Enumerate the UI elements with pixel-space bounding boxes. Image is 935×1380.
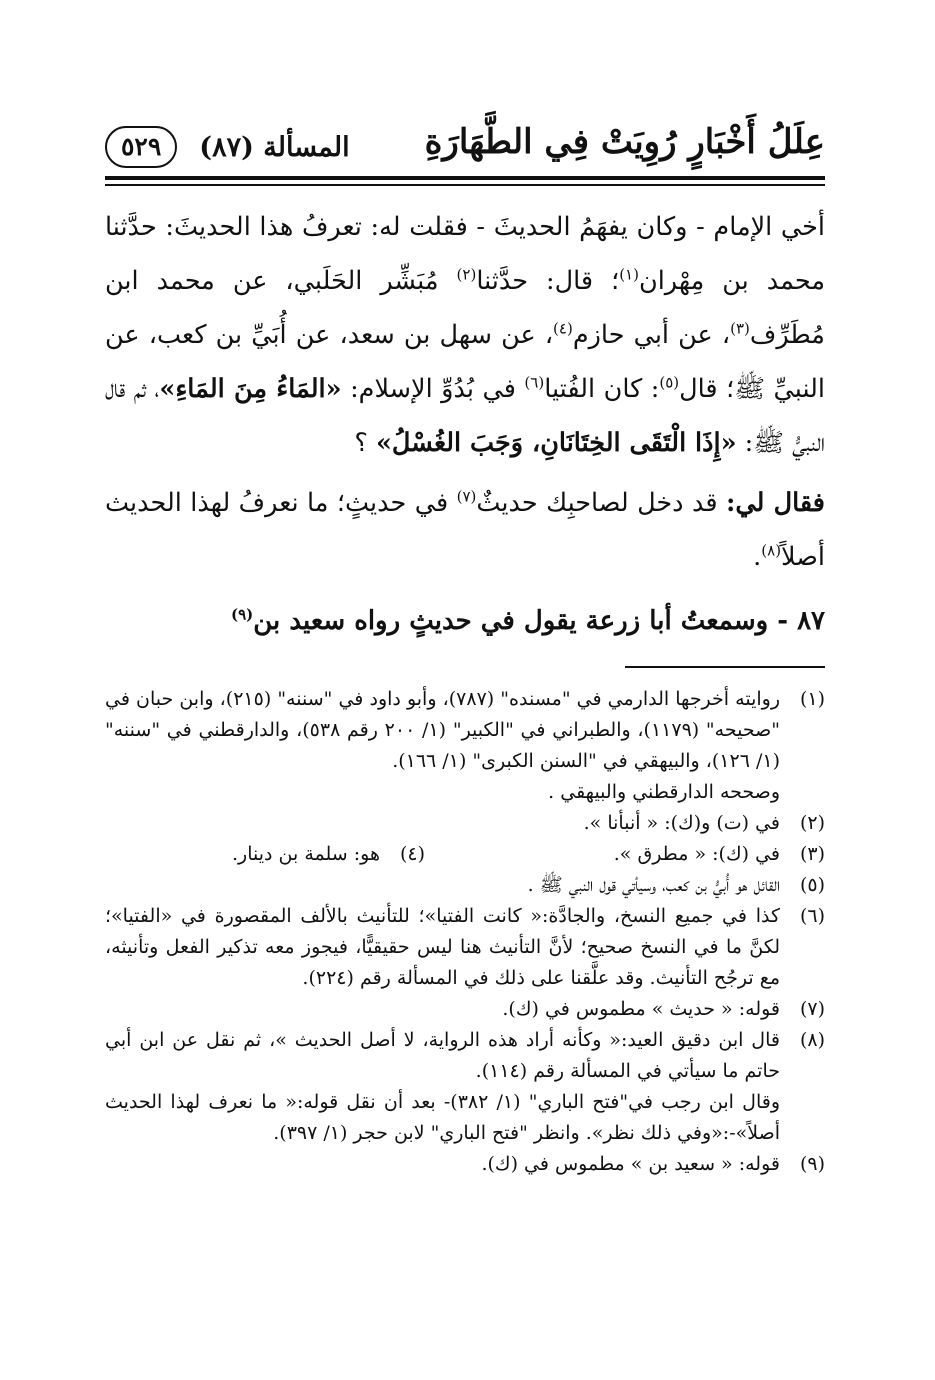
footnote-number: (٥) [799, 874, 825, 896]
paragraph-issue-87 [105, 594, 825, 648]
text-run: : كان الفُتيا [544, 374, 660, 404]
footnote-ref: (١) [619, 265, 639, 284]
footnote-text: كذا في جميع النسخ، والجادَّة:« كانت الفتيا»؛ للتأنيث بالألف المقصورة في «الفتيا»؛ لكنَّ ما في النسخ صحيح؛ لأنَّ التأنيث هنا ليس حقيقيًّا، فيجوز معه تذكير الفعل وتأنيثه، مع ترجُح التأنيث. وقد علَّقنا على ذلك في المسألة رقم (٢٢٤). [105, 905, 780, 989]
footnote-ref: (٧) [456, 487, 477, 506]
footnote-8 [105, 1025, 825, 1087]
footnote-5 [105, 870, 825, 901]
issue-heading-text: ٨٧ - وسمعتُ أبا زرعة يقول في حديثٍ رواه سعيد بن [253, 606, 825, 636]
footnote-3 [425, 839, 825, 870]
footnote-ref: (٦) [524, 373, 545, 392]
footnote-text: روايته أخرجها الدارمي في "مسنده" (٧٨٧)، وأبو داود في "سننه" (٢١٥)، وابن حبان في "صحيحه" (١١٧٩)، والطبراني في "الكبير" (١/ ٢٠٠ رقم ٥٣٨)، والدارقطني في "سننه" (١/ ١٢٦)، والبيهقي في "السنن الكبرى" (١/ ١٦٦). [105, 688, 780, 772]
footnote-text: قوله: « سعيد بن » مطموس في (ك). [481, 1153, 780, 1175]
hadith-quote: «إِذَا الْتَقَى الخِتَانَانِ، وَجَبَ الغُسْلُ» [375, 428, 737, 458]
footnote-number: (٩) [799, 1153, 825, 1175]
footnote-row-3-4 [105, 839, 825, 870]
text-run: ؛ قال: حدَّثنا [476, 266, 620, 296]
text-run: ، ثم قال النبيُّ ﷺ: [105, 374, 825, 458]
footnote-ref: (٩) [230, 605, 254, 624]
footnote-7 [105, 994, 825, 1025]
paragraph-hadith [105, 200, 825, 470]
footnote-number: (٧) [799, 998, 825, 1020]
footnote-continuation: وصححه الدارقطني والبيهقي . [548, 781, 780, 803]
footnote-text: في (ت) و(ك): « أنبأنا ». [583, 812, 780, 834]
main-text [105, 200, 825, 648]
header-rule-thick [105, 176, 825, 180]
text-run: في حديثٍ؛ ما نعرفُ لهذا الحديث أصلاً [105, 488, 825, 572]
footnote-9 [105, 1149, 825, 1180]
header-left-group [105, 126, 350, 168]
text-run: مُبَشِّر الحَلَبي، عن محمد ابن مُطَرِّف [105, 266, 825, 350]
text-run: ؟ [354, 428, 376, 458]
page-number-badge: ٥٢٩ [105, 126, 177, 168]
footnotes [105, 684, 825, 1180]
footnote-ref: (٨) [761, 541, 782, 560]
reply-lead: فقال لي: [725, 488, 825, 518]
header-rule-thin [105, 184, 825, 186]
footnote-ref: (٤) [553, 319, 573, 338]
footnote-text: القائل هو أُبيُّ بن كعب، وسيأتي قول النبي ﷺ . [527, 874, 780, 896]
text-run: . [753, 542, 762, 572]
footnote-ref: (٢) [456, 265, 477, 284]
footnote-number: (٣) [799, 843, 825, 865]
footnote-text: قال ابن دقيق العيد:« وكأنه أراد هذه الرواية، لا أصل الحديث »، ثم نقل عن ابن أبي حاتم ما سيأتي في المسألة رقم (١١٤). [105, 1029, 780, 1082]
footnote-ref: (٥) [659, 373, 680, 392]
footnote-number: (٢) [799, 812, 825, 834]
text-run: قد دخل لصاحبِك حديثٌ [476, 488, 726, 518]
footnote-separator [625, 666, 825, 668]
footnote-number: (٨) [799, 1029, 825, 1051]
footnote-6 [105, 901, 825, 994]
page-header [105, 118, 825, 178]
footnote-text: قوله: « حديث » مطموس في (ك). [502, 998, 780, 1020]
text-run: أخي الإمام - وكان يفهَمُ الحديثَ - فقلت له: تعرفُ هذا الحديثَ: حدَّثنا محمد بن مِهْران [105, 212, 825, 296]
text-run: في بُدُوِّ الإسلام: [341, 374, 525, 404]
footnote-number: (٤) [399, 843, 425, 865]
hadith-quote: «المَاءُ مِنَ المَاءِ» [159, 374, 342, 404]
footnote-4 [232, 839, 425, 870]
footnote-2 [105, 808, 825, 839]
paragraph-reply [105, 476, 825, 584]
footnote-continuation: وقال ابن رجب في"فتح الباري" (١/ ٣٨٢)- بعد أن نقل قوله:« ما نعرف لهذا الحديث أصلاً»-:«وفي ذلك نظر». وانظر "فتح الباري" لابن حجر (١/ ٣٩٧). [105, 1091, 780, 1144]
footnote-text: في (ك): « مطرق ». [613, 843, 780, 865]
footnote-1 [105, 684, 825, 777]
footnote-number: (١) [799, 688, 825, 710]
text-run: ، عن سهل بن سعد، عن أُبَيِّ بن كعب، عن النبيِّ ﷺ؛ قال [105, 320, 825, 404]
issue-label: المسألة (٨٧) [199, 131, 350, 163]
book-title: عِلَلُ أَخْبَارٍ رُوِيَتْ فِي الطَّهَارَةِ [424, 122, 825, 162]
footnote-ref: (٣) [730, 319, 750, 338]
footnote-number: (٦) [799, 905, 825, 927]
footnote-text: هو: سلمة بن دينار. [232, 843, 380, 865]
text-run: ، عن أبي حازم [572, 320, 731, 350]
